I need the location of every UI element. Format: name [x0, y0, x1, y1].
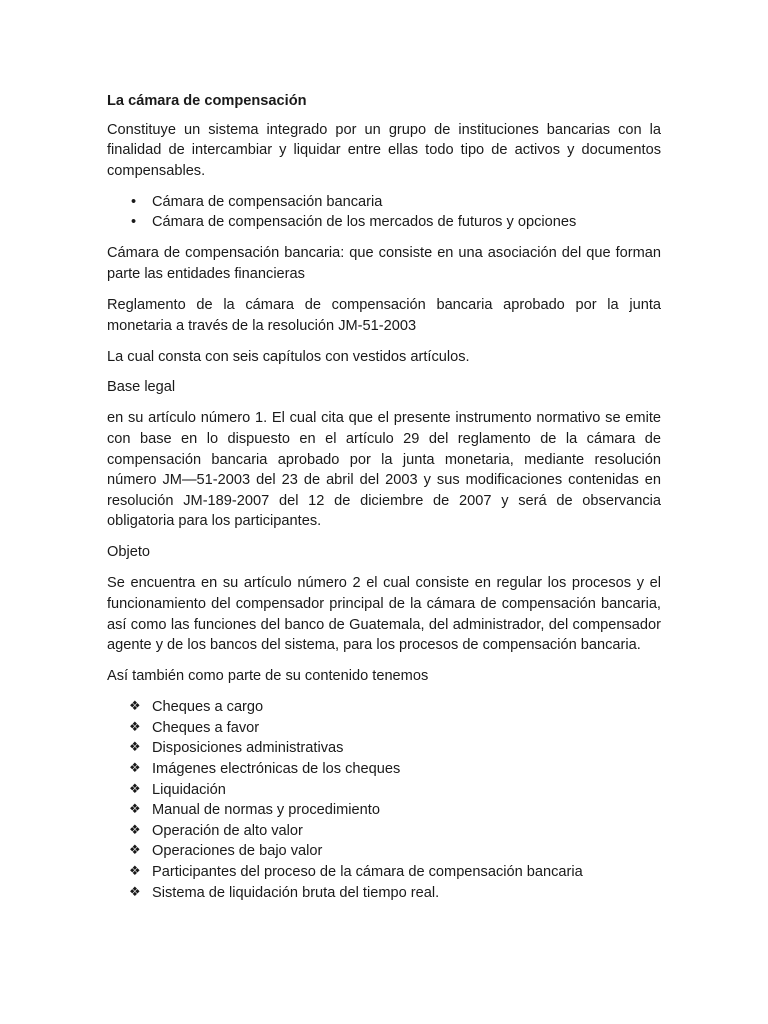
contents-list	[107, 697, 661, 903]
list-item: ❖ Participantes del proceso de la cámara de compensación bancaria	[107, 862, 661, 883]
base-legal-paragraph: en su artículo número 1. El cual cita que el presente instrumento normativo se emite con base en lo dispuesto en el artículo 29 del reglamento de la cámara de compensación bancaria aprobado por la junta monetaria, mediante resolución número JM—51-2003 del 23 de abril del 2003 y sus modificaciones contenidas en resolución JM-189-2007 del 12 de diciembre de 2007 y será de observancia obligatoria para los participantes.	[107, 410, 661, 530]
base-legal-heading: Base legal	[107, 379, 176, 396]
diamond-bullet-icon: ❖	[129, 822, 141, 838]
diamond-bullet-icon: ❖	[129, 740, 141, 756]
list-item: ❖ Disposiciones administrativas	[107, 738, 661, 759]
list-item: • Cámara de compensación bancaria	[107, 192, 661, 213]
diamond-bullet-icon: ❖	[129, 781, 141, 797]
objeto-paragraph: Se encuentra en su artículo número 2 el cual consiste en regular los procesos y el funcionamiento del compensador principal de la cámara de compensación bancaria, así como las funciones del banco de Guatemala, del administrador, del compensador agente y de los bancos del sistema, para los procesos de compensación bancaria.	[107, 575, 661, 654]
list-item: ❖ Manual de normas y procedimiento	[107, 800, 661, 821]
diamond-bullet-icon: ❖	[129, 719, 141, 735]
bancaria-paragraph: Cámara de compensación bancaria: que consiste en una asociación del que forman parte las entidades financieras	[107, 245, 661, 282]
document-body	[107, 91, 661, 913]
list-item: ❖ Operaciones de bajo valor	[107, 841, 661, 862]
list-item: ❖ Cheques a cargo	[107, 697, 661, 718]
consta-paragraph: La cual consta con seis capítulos con vestidos artículos.	[107, 348, 470, 365]
list-item: ❖ Sistema de liquidación bruta del tiempo real.	[107, 883, 661, 904]
list-item: ❖ Imágenes electrónicas de los cheques	[107, 759, 661, 780]
diamond-bullet-icon: ❖	[129, 863, 141, 879]
list-item: ❖ Operación de alto valor	[107, 821, 661, 842]
reglamento-paragraph: Reglamento de la cámara de compensación bancaria aprobado por la junta monetaria a través de la resolución JM-51-2003	[107, 296, 661, 334]
document-title: La cámara de compensación	[107, 93, 307, 109]
diamond-bullet-icon: ❖	[129, 760, 141, 776]
intro-paragraph: Constituye un sistema integrado por un grupo de instituciones bancarias con la finalidad de intercambiar y liquidar entre ellas todo tipo de activos y documentos compensables.	[107, 121, 661, 179]
list-item: • Cámara de compensación de los mercados de futuros y opciones	[107, 212, 661, 233]
list-item: ❖ Liquidación	[107, 780, 661, 801]
types-list	[107, 192, 661, 233]
objeto-heading: Objeto	[107, 544, 150, 561]
diamond-bullet-icon: ❖	[129, 884, 141, 900]
list-item: ❖ Cheques a favor	[107, 718, 661, 739]
diamond-bullet-icon: ❖	[129, 699, 141, 715]
diamond-bullet-icon: ❖	[129, 843, 141, 859]
contenido-paragraph: Así también como parte de su contenido tenemos	[107, 668, 429, 685]
diamond-bullet-icon: ❖	[129, 802, 141, 818]
